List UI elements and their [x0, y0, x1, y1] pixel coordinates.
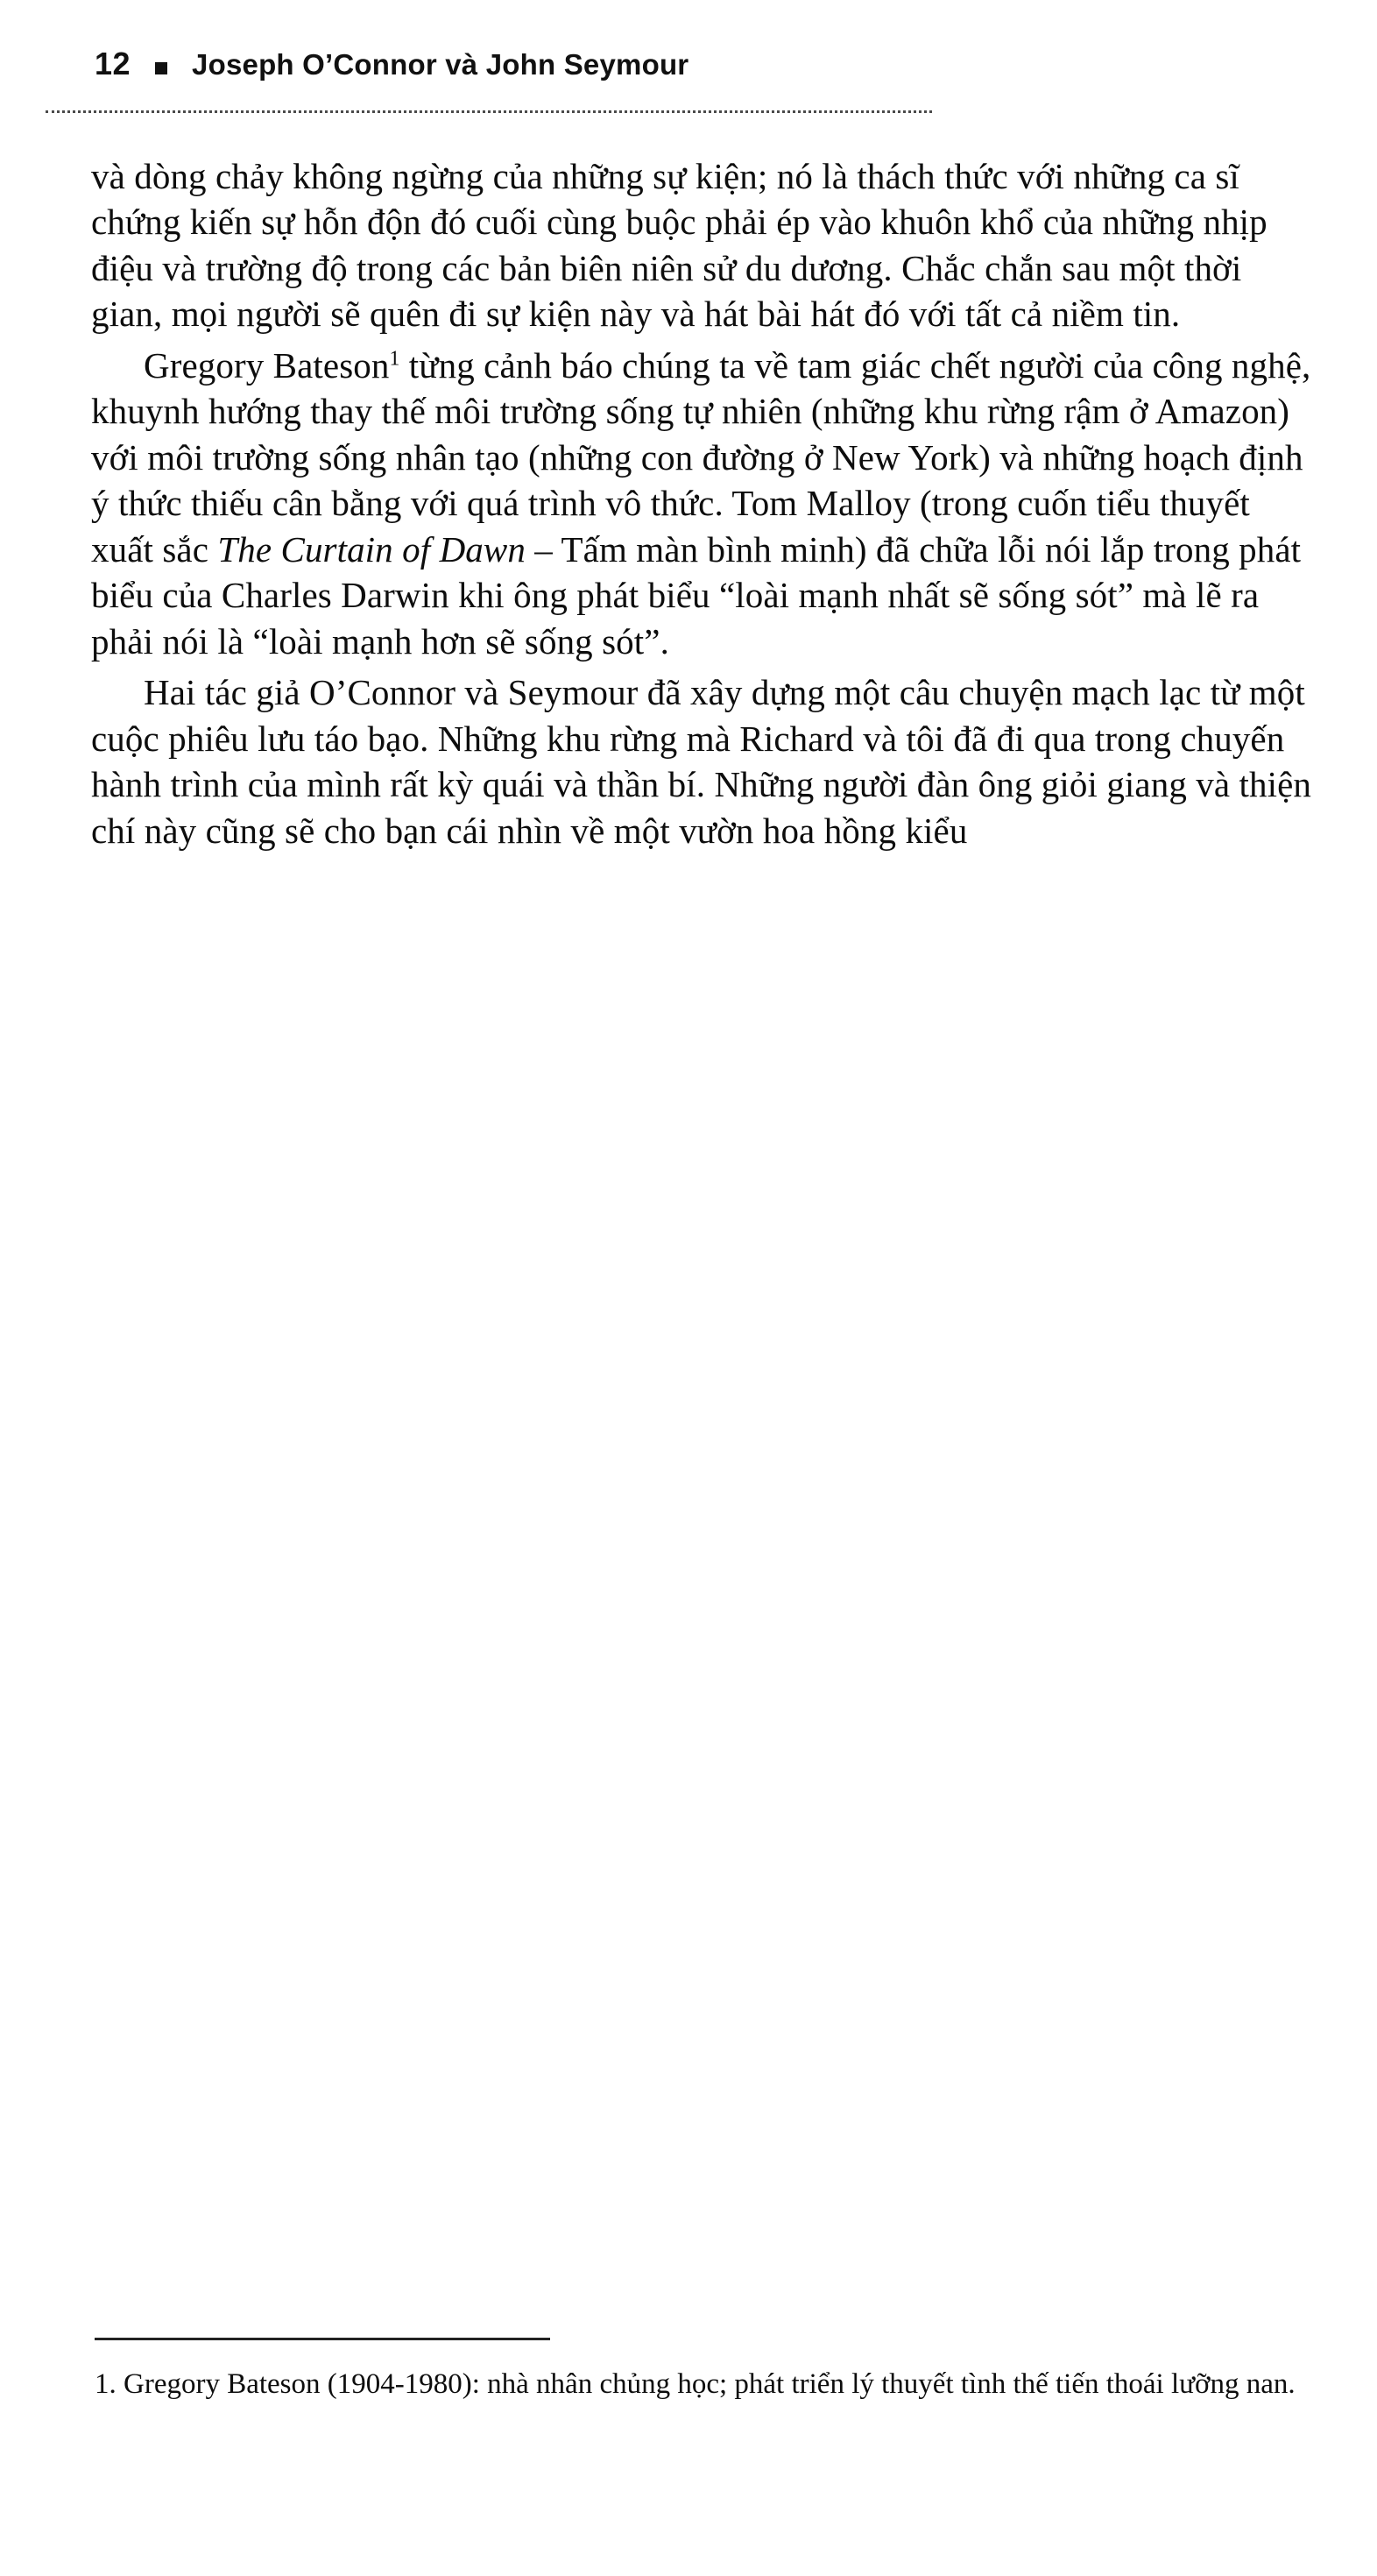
body-text-column — [91, 153, 1317, 853]
page-number: 12 — [95, 46, 131, 81]
footnote-marker: 1 — [389, 347, 400, 371]
paragraph — [91, 343, 1317, 664]
paragraph-segment: từng cảnh báo chúng ta về tam giác chết người của công nghệ, khuynh hướng thay thế môi trường sống tự nhiên (những khu rừng rậm ở Amazon) với môi trường sống nhân tạo (những con đường ở New York) và những hoạch định ý thức thiếu cân bằng với quá trình vô thức. Tom Malloy (trong cuốn tiểu thuyết xuất sắc — [91, 344, 1311, 570]
running-head — [95, 46, 979, 82]
footnote-divider — [95, 2338, 550, 2340]
paragraph-segment: – Tấm màn bình minh) đã chữa lỗi nói lắp trong phát biểu của Charles Darwin khi ông phát biểu “loài mạnh nhất sẽ sống sót” mà lẽ ra phải nói là “loài mạnh hơn sẽ sống sót”. — [91, 528, 1302, 662]
paragraph: Hai tác giả O’Connor và Seymour đã xây dựng một câu chuyện mạch lạc từ một cuộc phiêu lưu táo bạo. Những khu rừng mà Richard và tôi đã đi qua trong chuyến hành trình của mình rất kỳ quái và thần bí. Những người đàn ông giỏi giang và thiện chí này cũng sẽ cho bạn cái nhìn về một vườn hoa hồng kiểu — [91, 672, 1311, 851]
running-head-title: Joseph O’Connor và John Seymour — [192, 48, 689, 81]
paragraph: và dòng chảy không ngừng của những sự kiện; nó là thách thức với những ca sĩ chứng kiến sự hỗn độn đó cuối cùng buộc phải ép vào khuôn khổ của những nhịp điệu và trường độ trong các bản biên niên sử du dương. Chắc chắn sau một thời gian, mọi người sẽ quên đi sự kiện này và hát bài hát đó với tất cả niềm tin. — [91, 156, 1268, 335]
header-divider — [46, 110, 932, 113]
square-bullet-icon — [155, 62, 167, 74]
paragraph-segment: Gregory Bateson — [144, 344, 390, 386]
book-title-italic: The Curtain of Dawn — [217, 528, 526, 570]
footnote-text: 1. Gregory Bateson (1904-1980): nhà nhân chủng học; phát triển lý thuyết tình thế tiến thoái lưỡng nan. — [95, 2368, 1296, 2400]
